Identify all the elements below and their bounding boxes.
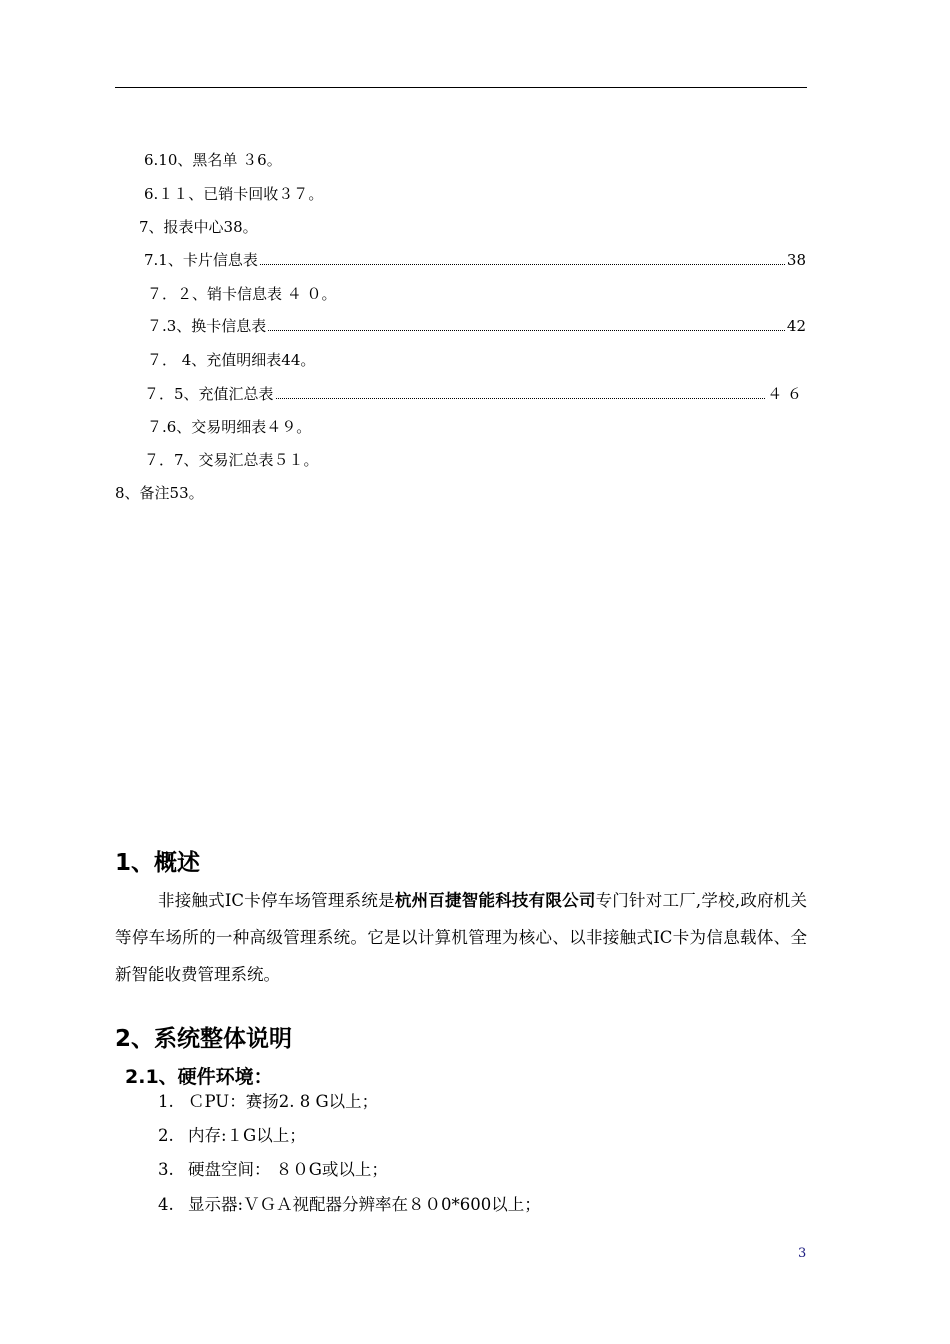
toc-entry[interactable]: ７．7、交易汇总表５１。 xyxy=(144,451,319,469)
section-2-heading: 2、系统整体说明 xyxy=(115,1026,293,1052)
section-1-heading: 1、概述 xyxy=(115,850,201,876)
toc-entry[interactable]: 7、报表中心38。 xyxy=(139,218,258,236)
toc-leader xyxy=(268,329,785,331)
toc-entry[interactable]: ７.6、交易明细表４９。 xyxy=(147,418,312,436)
toc-entry[interactable]: 6.１１、已销卡回收３７。 xyxy=(144,185,324,203)
page-number: 3 xyxy=(798,1246,807,1261)
toc-entry[interactable]: ７． 4、充值明细表44。 xyxy=(147,351,316,369)
toc-entry[interactable]: 6.10、黑名单 ３6。 xyxy=(144,151,282,169)
toc-entry[interactable]: 7.1、卡片信息表 38 xyxy=(144,251,806,269)
toc-entry[interactable]: ７．２、销卡信息表 ４ ０。 xyxy=(147,285,337,303)
toc-leader xyxy=(260,263,785,265)
toc-entry[interactable]: ７．5、充值汇总表 ４ ６ xyxy=(144,385,802,403)
list-item: 4. 显示器:ＶＧＡ视配器分辨率在８０0*600以上； xyxy=(158,1195,541,1214)
overview-paragraph: 非接触式IC卡停车场管理系统是杭州百捷智能科技有限公司专门针对工厂,学校,政府机关等停车场所的一种高级管理系统。它是以计算机管理为核心、以非接触式IC卡为信息载体、全新智能收费管理系统。 xyxy=(115,891,808,984)
header-rule xyxy=(115,87,807,88)
list-item: 3. 硬盘空间： ８０G或以上； xyxy=(158,1160,388,1179)
list-item: 2. 内存:１G以上； xyxy=(158,1126,306,1145)
toc-entry[interactable]: ７.3、换卡信息表 42 xyxy=(147,317,806,335)
toc-entry[interactable]: 8、备注53。 xyxy=(115,484,204,502)
toc-leader xyxy=(276,397,766,399)
list-item: 1. ＣPU：赛扬2. 8 G以上； xyxy=(158,1092,379,1111)
company-name: 杭州百捷智能科技有限公司 xyxy=(394,891,596,910)
subsection-2-1-heading: 2.1、硬件环境： xyxy=(125,1066,273,1088)
